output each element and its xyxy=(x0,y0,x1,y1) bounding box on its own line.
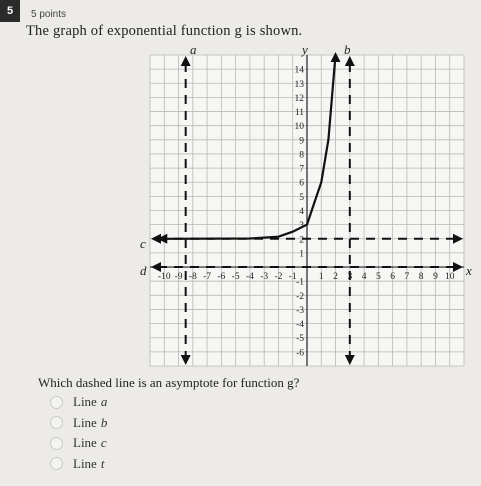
x-tick-label: 1 xyxy=(318,272,324,283)
radio-button[interactable] xyxy=(50,396,63,409)
x-tick-label: -9 xyxy=(174,272,183,283)
x-tick-label: -10 xyxy=(157,272,171,283)
option-line-c[interactable] xyxy=(50,433,107,454)
option-line-t[interactable] xyxy=(50,454,107,475)
x-tick-label: -3 xyxy=(260,272,269,283)
x-tick-label: 8 xyxy=(418,272,424,283)
x-tick-label: 5 xyxy=(375,272,381,283)
y-tick-label: 11 xyxy=(294,108,304,119)
x-tick-label: 4 xyxy=(361,272,367,283)
x-tick-label: -2 xyxy=(274,272,283,283)
y-tick-label: -6 xyxy=(296,348,304,359)
line-label-b: b xyxy=(344,42,351,57)
y-tick-label: 10 xyxy=(294,122,304,133)
y-tick-label: -1 xyxy=(296,277,304,288)
option-label: Line a xyxy=(73,394,108,410)
y-tick-label: 8 xyxy=(299,150,304,161)
y-tick-label: -2 xyxy=(296,291,304,302)
y-tick-label: 12 xyxy=(294,93,304,104)
x-tick-label: -5 xyxy=(231,272,240,283)
option-label: Line b xyxy=(73,414,108,430)
x-tick-label: -4 xyxy=(245,272,254,283)
x-tick-label: 3 xyxy=(347,272,353,283)
radio-button[interactable] xyxy=(50,416,63,429)
points-label: 5 points xyxy=(31,9,67,20)
line-label-c: c xyxy=(140,236,146,251)
y-tick-label: 5 xyxy=(299,192,304,203)
y-axis-label: y xyxy=(302,42,308,57)
x-tick-label: -6 xyxy=(217,272,226,283)
asymptote-question: Which dashed line is an asymptote for function g? xyxy=(38,375,300,390)
x-tick-label: -1 xyxy=(288,272,297,283)
x-tick-label: -7 xyxy=(203,272,212,283)
option-label: Line t xyxy=(73,455,105,471)
y-tick-label: 1 xyxy=(299,249,304,260)
y-tick-label: 7 xyxy=(299,164,304,175)
radio-button[interactable] xyxy=(50,437,63,450)
x-tick-label: 2 xyxy=(333,272,338,283)
line-label-a: a xyxy=(190,42,197,57)
answer-options xyxy=(50,392,107,474)
y-tick-label: -5 xyxy=(296,334,304,345)
y-tick-label: 2 xyxy=(299,235,304,246)
x-tick-label: 10 xyxy=(444,272,455,283)
y-tick-label: -3 xyxy=(296,305,304,316)
x-axis-label: x xyxy=(466,263,472,278)
x-tick-label: 9 xyxy=(433,272,438,283)
option-label: Line c xyxy=(73,435,107,451)
option-line-a[interactable] xyxy=(50,392,107,413)
y-tick-label: 14 xyxy=(294,65,304,76)
x-tick-label: 7 xyxy=(404,272,410,283)
question-number-badge: 5 xyxy=(0,0,20,22)
y-tick-label: 9 xyxy=(299,136,304,147)
question-prompt: The graph of exponential function g is shown. xyxy=(26,23,303,39)
x-tick-label: 6 xyxy=(390,272,396,283)
y-tick-label: 4 xyxy=(299,207,304,217)
option-line-b[interactable] xyxy=(50,413,107,434)
y-tick-label: 13 xyxy=(294,79,304,90)
radio-button[interactable] xyxy=(50,457,63,470)
y-tick-label: 3 xyxy=(299,221,304,232)
y-tick-label: -4 xyxy=(296,320,304,331)
x-tick-label: -8 xyxy=(188,272,197,283)
line-label-d: d xyxy=(140,263,147,278)
y-tick-label: 6 xyxy=(299,178,304,189)
